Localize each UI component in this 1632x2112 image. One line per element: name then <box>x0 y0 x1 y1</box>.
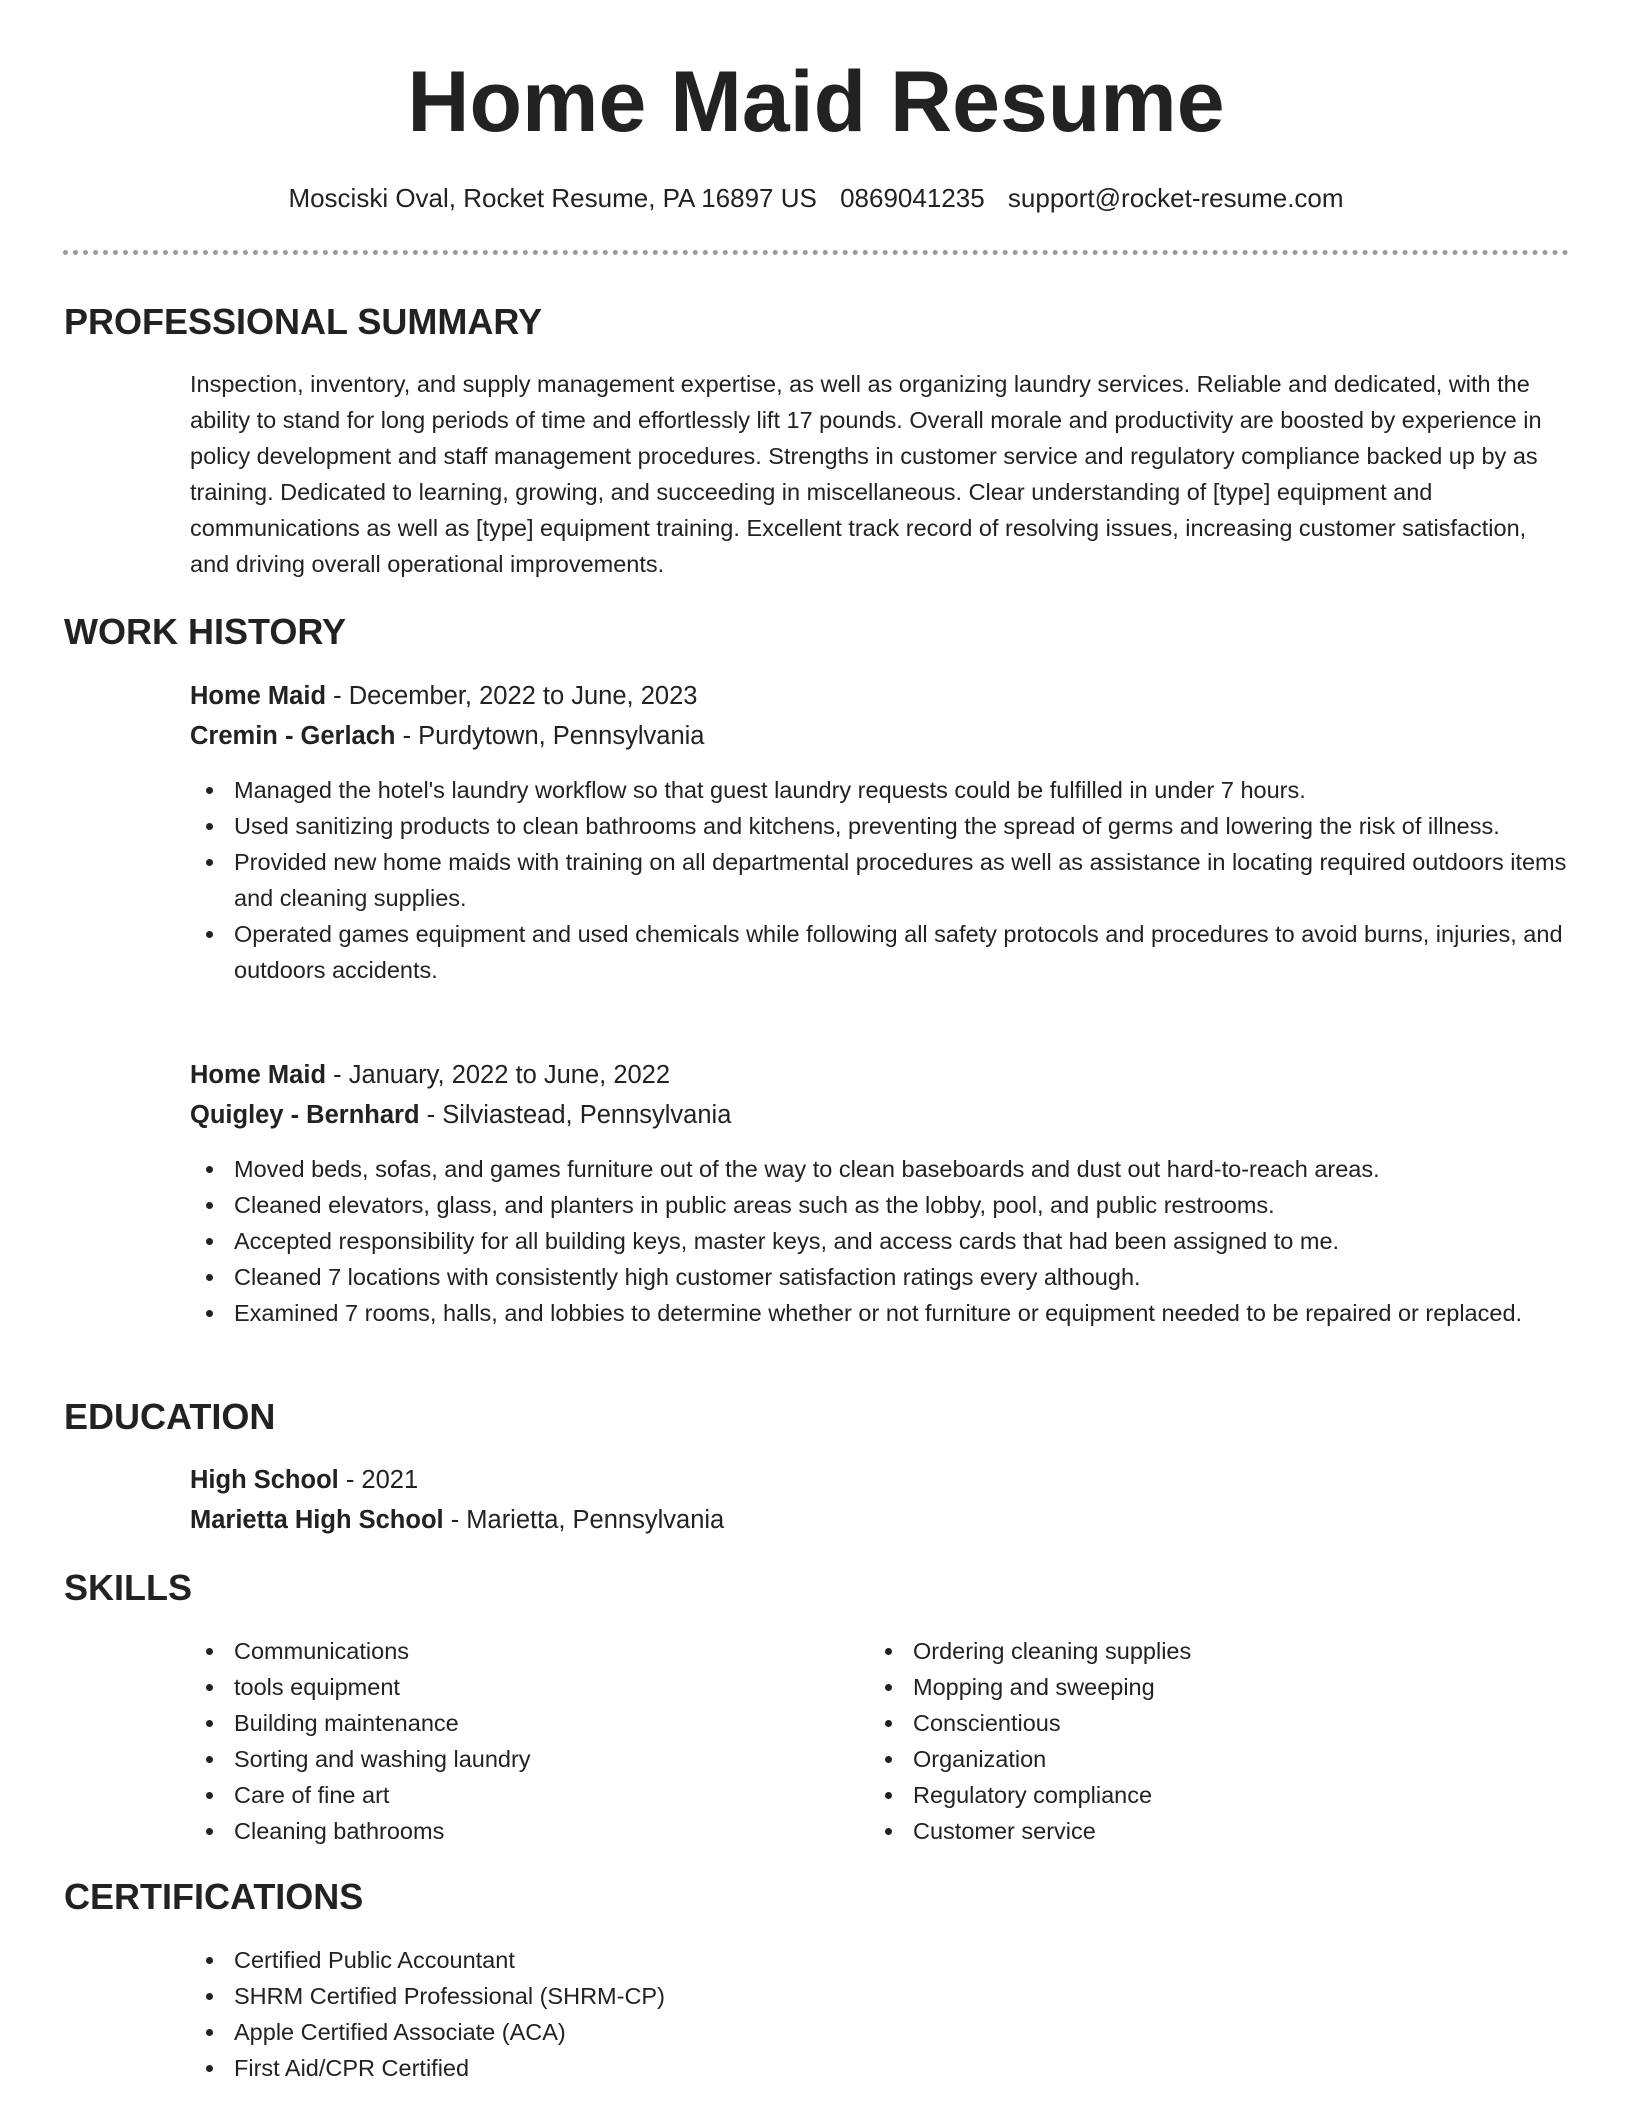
resume-title: Home Maid Resume <box>407 54 1225 150</box>
job-title-line <box>190 1055 1570 1095</box>
contact-email: support@rocket-resume.com <box>1007 183 1344 213</box>
skills-list <box>869 1633 1509 1849</box>
summary-heading: PROFESSIONAL SUMMARY <box>64 301 543 342</box>
job-dates: - December, 2022 to June, 2023 <box>326 682 698 710</box>
education-school-line <box>190 1500 1570 1540</box>
job-bullet: Moved beds, sofas, and games furniture out of the way to clean baseboards and dust out hard-to-reach areas. <box>190 1151 1570 1187</box>
job-bullet: Used sanitizing products to clean bathrooms and kitchens, preventing the spread of germs and lowering the risk of illness. <box>190 808 1570 844</box>
contact-address: Mosciski Oval, Rocket Resume, PA 16897 US <box>288 183 817 213</box>
job-bullet: Provided new home maids with training on all departmental procedures as well as assistance in locating required outdoors items and cleaning supplies. <box>190 844 1570 916</box>
skill-item: tools equipment <box>190 1669 830 1705</box>
skills-heading: SKILLS <box>64 1567 193 1608</box>
certification-item: Certified Public Accountant <box>190 1942 1570 1978</box>
job-title-line <box>190 676 1570 716</box>
job-title: Home Maid <box>190 1061 327 1089</box>
work-history-heading: WORK HISTORY <box>64 611 347 652</box>
job-company: Cremin - Gerlach <box>190 722 396 750</box>
certifications-heading: CERTIFICATIONS <box>64 1876 364 1917</box>
education-location: - Marietta, Pennsylvania <box>443 1506 725 1534</box>
job-bullet: Accepted responsibility for all building keys, master keys, and access cards that had been assigned to me. <box>190 1223 1570 1259</box>
job-company: Quigley - Bernhard <box>190 1101 420 1129</box>
skill-item: Care of fine art <box>190 1777 830 1813</box>
education-heading: EDUCATION <box>64 1396 276 1437</box>
skills-column-left <box>190 1633 830 1849</box>
job-dates: - January, 2022 to June, 2022 <box>326 1061 671 1089</box>
job-bullets <box>190 772 1570 988</box>
skill-item: Cleaning bathrooms <box>190 1813 830 1849</box>
header-divider <box>63 250 1569 255</box>
education-school: Marietta High School <box>190 1506 444 1534</box>
job-entry <box>190 676 1570 988</box>
job-location: - Purdytown, Pennsylvania <box>395 722 705 750</box>
education-degree: High School <box>190 1466 339 1494</box>
job-bullets <box>190 1151 1570 1331</box>
skill-item: Ordering cleaning supplies <box>869 1633 1509 1669</box>
job-company-line <box>190 716 1570 756</box>
summary-text: Inspection, inventory, and supply management expertise, as well as organizing laundry services. Reliable and dedicated, with the ability to stand for long periods of time and effortlessly lift 17 pounds. Overall morale and productivity are boosted by experience in policy development and staff management procedures. Strengths in customer service and regulatory compliance backed up by as training. Dedicated to learning, growing, and succeeding in miscellaneous. Clear understanding of [type] equipment and communications as well as [type] equipment training. Excellent track record of resolving issues, increasing customer satisfaction, and driving overall operational improvements. <box>190 371 1542 577</box>
skill-item: Communications <box>190 1633 830 1669</box>
job-entry <box>190 1055 1570 1331</box>
skill-item: Mopping and sweeping <box>869 1669 1509 1705</box>
job-bullet: Cleaned 7 locations with consistently high customer satisfaction ratings every although. <box>190 1259 1570 1295</box>
job-bullet: Examined 7 rooms, halls, and lobbies to determine whether or not furniture or equipment needed to be repaired or replaced. <box>190 1295 1570 1331</box>
job-bullet: Cleaned elevators, glass, and planters in public areas such as the lobby, pool, and public restrooms. <box>190 1187 1570 1223</box>
certification-item: First Aid/CPR Certified <box>190 2050 1570 2086</box>
contact-phone: 0869041235 <box>840 183 985 213</box>
summary-section <box>190 366 1570 582</box>
job-company-line <box>190 1095 1570 1135</box>
skill-item: Regulatory compliance <box>869 1777 1509 1813</box>
skill-item: Building maintenance <box>190 1705 830 1741</box>
skill-item: Sorting and washing laundry <box>190 1741 830 1777</box>
job-bullet: Operated games equipment and used chemicals while following all safety protocols and procedures to avoid burns, injuries, and outdoors accidents. <box>190 916 1570 988</box>
skills-column-right <box>869 1633 1509 1849</box>
certification-item: SHRM Certified Professional (SHRM-CP) <box>190 1978 1570 2014</box>
education-year: - 2021 <box>338 1466 419 1494</box>
skill-item: Customer service <box>869 1813 1509 1849</box>
education-degree-line <box>190 1460 1570 1500</box>
job-bullet: Managed the hotel's laundry workflow so that guest laundry requests could be fulfilled in under 7 hours. <box>190 772 1570 808</box>
skill-item: Conscientious <box>869 1705 1509 1741</box>
education-entry <box>190 1460 1570 1540</box>
contact-line <box>0 180 1632 216</box>
job-location: - Silviastead, Pennsylvania <box>419 1101 732 1129</box>
job-title: Home Maid <box>190 682 327 710</box>
skills-list <box>190 1633 830 1849</box>
certifications-list <box>190 1942 1570 2086</box>
certification-item: Apple Certified Associate (ACA) <box>190 2014 1570 2050</box>
certifications-section <box>190 1942 1570 2086</box>
skill-item: Organization <box>869 1741 1509 1777</box>
